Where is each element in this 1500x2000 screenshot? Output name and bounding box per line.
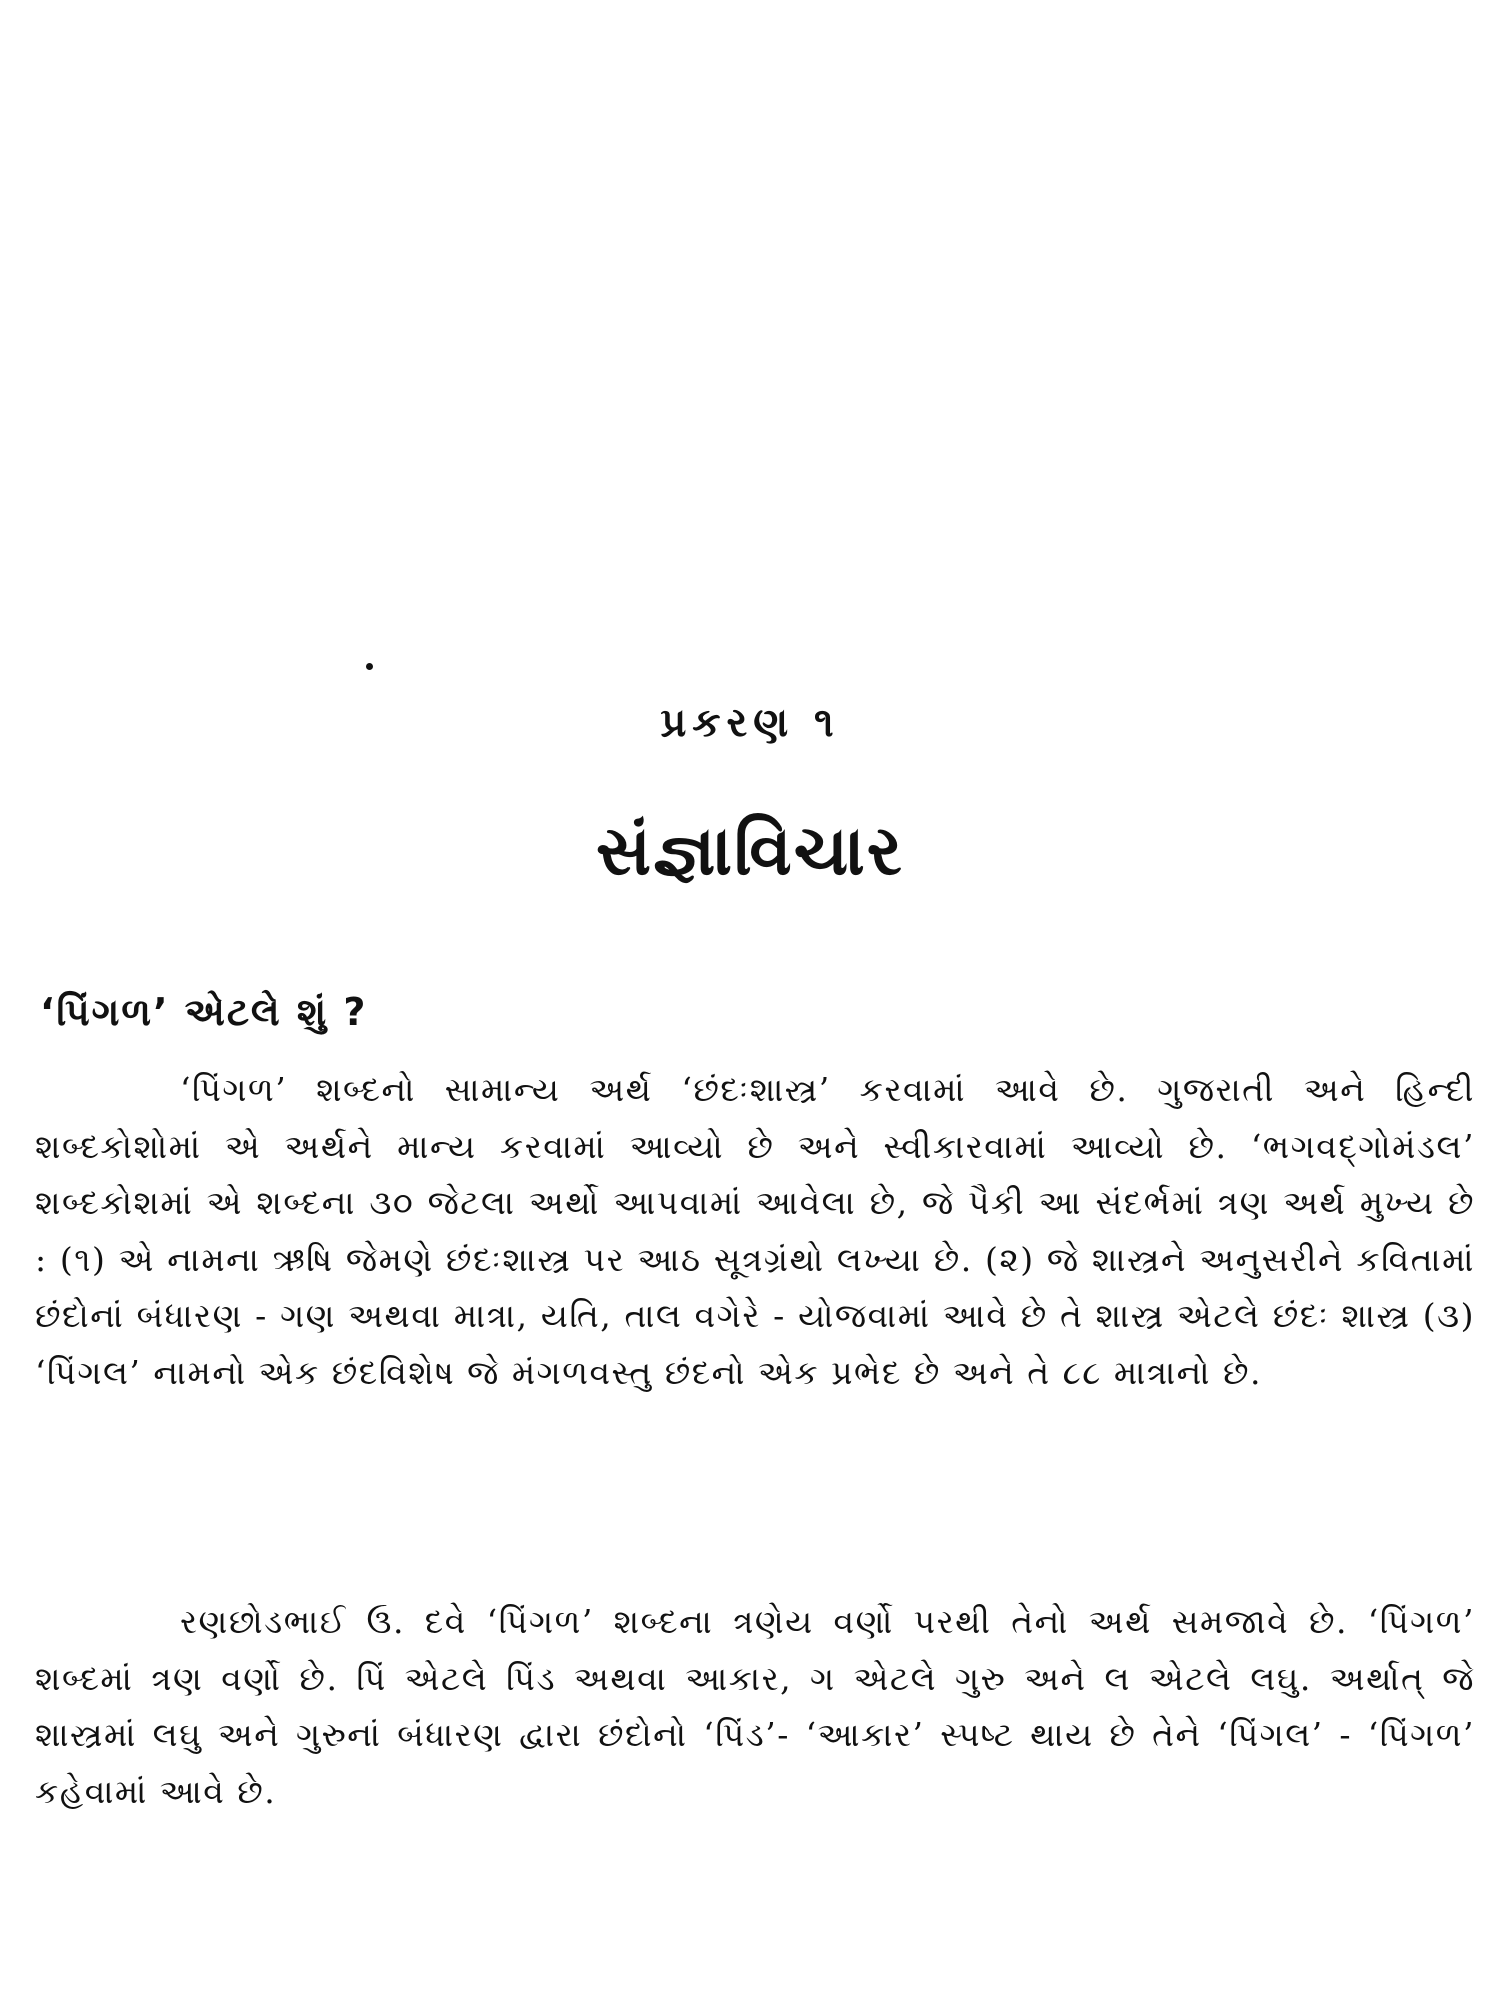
- chapter-label: પ્રકરણ ૧: [660, 700, 840, 746]
- paragraph-1: ‘પિંગળ’ શબ્દનો સામાન્ય અર્થ ‘છંદઃશાસ્ત્ર’ કરવામાં આવે છે. ગુજરાતી અને હિન્દી શબ્દકોશોમાં એ અર્થને માન્ય કરવામાં આવ્યો છે અને સ્વીકારવામાં આવ્યો છે. ‘ભગવદ્ગોમંડલ’ શબ્દકોશમાં એ શબ્દના ૩૦ જેટલા અર્થો આપવામાં આવેલા છે, જે પૈકી આ સંદર્ભમાં ત્રણ અર્થ મુખ્ય છે : (૧) એ નામના ઋષિ જેમણે છંદઃશાસ્ત્ર પર આઠ સૂત્રગ્રંથો લખ્યા છે. (૨) જે શાસ્ત્રને અનુસરીને કવિતામાં છંદોનાં બંધારણ - ગણ અથવા માત્રા, યતિ, તાલ વગેરે - યોજવામાં આવે છે તે શાસ્ત્ર એટલે છંદઃ શાસ્ત્ર (૩) ‘પિંગલ’ નામનો એક છંદવિશેષ જે મંગળવસ્તુ છંદનો એક પ્રભેદ છે અને તે ૮૮ માત્રાનો છે.: [35, 1070, 1475, 1392]
- chapter-title: સંજ્ઞાવિચાર: [596, 812, 904, 891]
- section-heading: ‘પિંગળ’ એટલે શું ?: [40, 990, 368, 1034]
- ink-dot: [366, 663, 373, 670]
- paragraph-2: રણછોડભાઈ ઉ. દવે ‘પિંગળ’ શબ્દના ત્રણેય વર્ણો પરથી તેનો અર્થ સમજાવે છે. ‘પિંગળ’ શબ્દમાં ત્રણ વર્ણો છે. પિં એટલે પિંડ અથવા આકાર, ગ એટલે ગુરુ અને લ એટલે લઘુ. અર્થાત્ જે શાસ્ત્રમાં લઘુ અને ગુરુનાં બંધારણ દ્વારા છંદોનો ‘પિંડ’- ‘આકાર’ સ્પષ્ટ થાય છે તેને ‘પિંગલ’ - ‘પિંગળ’ કહેવામાં આવે છે.: [35, 1602, 1475, 1811]
